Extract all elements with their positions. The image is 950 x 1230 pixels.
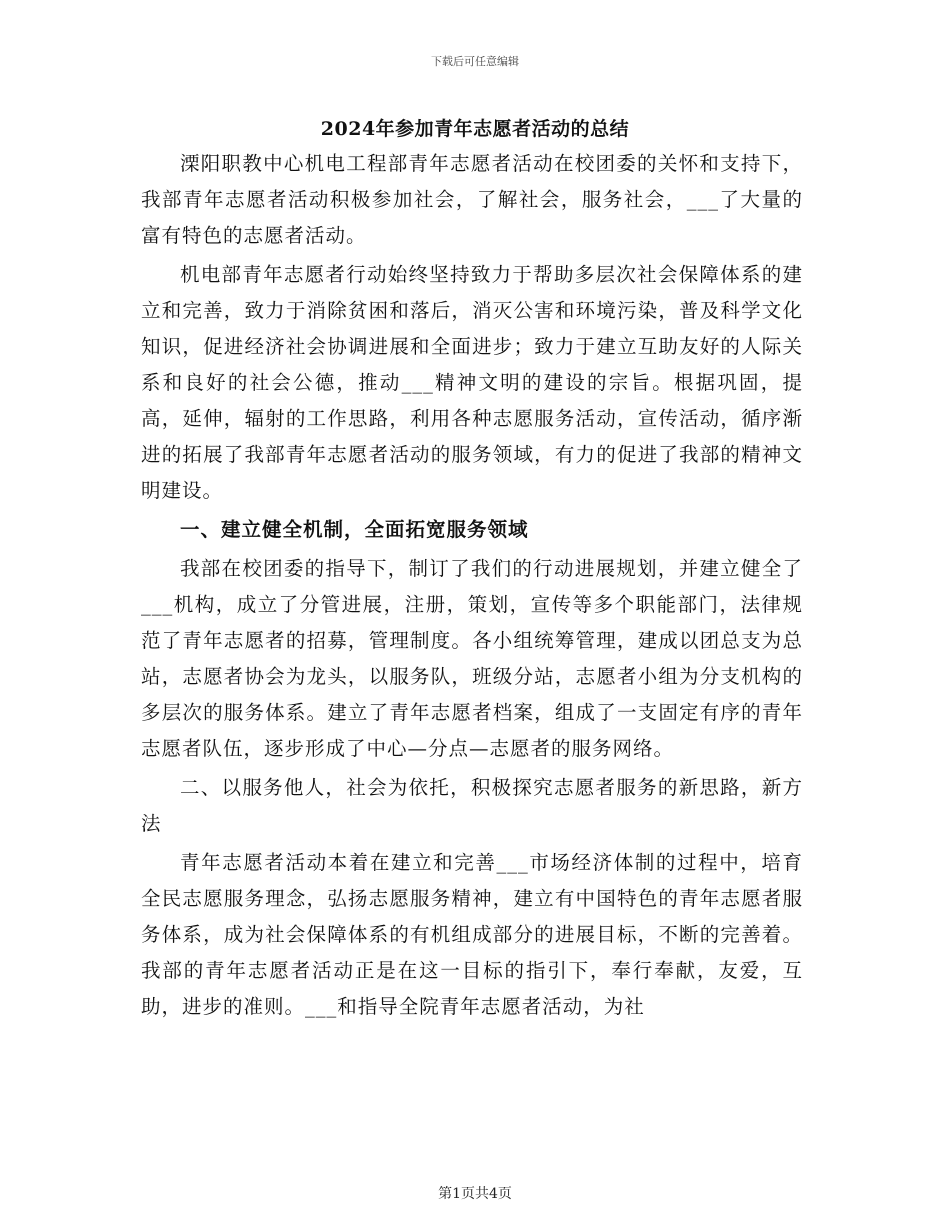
paragraph-intro: 溧阳职教中心机电工程部青年志愿者活动在校团委的关怀和支持下，我部青年志愿者活动积极参加社会，了解社会，服务社会，___了大量的富有特色的志愿者活动。 — [141, 152, 803, 247]
paragraph-goals: 青年志愿者活动本着在建立和完善___市场经济体制的过程中，培育全民志愿服务理念，弘扬志愿服务精神，建立有中国特色的青年志愿者服务体系，成为社会保障体系的有机组成部分的进展目标，不断的完善着。我部的青年志愿者活动正是在这一目标的指引下，奉行奉献，友爱，互助，进步的准则。___和指导全院青年志愿者活动，为社 — [141, 851, 803, 1018]
paragraph-mechanism: 我部在校团委的指导下，制订了我们的行动进展规划，并建立健全了___机构，成立了分管进展，注册，策划，宣传等多个职能部门，法律规范了青年志愿者的招募，管理制度。各小组统筹管理，建成以团总支为总站，志愿者协会为龙头，以服务队，班级分站，志愿者小组为分支机构的多层次的服务体系。建立了青年志愿者档案，组成了一支固定有序的青年志愿者队伍，逐步形成了中心—分点—志愿者的服务网络。 — [141, 557, 803, 760]
page-footer: 第1页共4页 — [438, 1186, 512, 1202]
section-heading-1: 一、建立健全机制，全面拓宽服务领域 — [180, 518, 529, 541]
document-title: 2024年参加青年志愿者活动的总结 — [320, 118, 630, 140]
document-body — [141, 146, 803, 1025]
section-heading-2: 二、以服务他人，社会为依托，积极探究志愿者服务的新思路，新方法 — [141, 776, 803, 835]
page-header: 下载后可任意编辑 — [431, 55, 519, 68]
paragraph-mission: 机电部青年志愿者行动始终坚持致力于帮助多层次社会保障体系的建立和完善，致力于消除贫困和落后，消灭公害和环境污染，普及科学文化知识，促进经济社会协调进展和全面进步；致力于建立互助友好的人际关系和良好的社会公德，推动___精神文明的建设的宗旨。根据巩固，提高，延伸，辐射的工作思路，利用各种志愿服务活动，宣传活动，循序渐进的拓展了我部青年志愿者活动的服务领域，有力的促进了我部的精神文明建设。 — [141, 263, 803, 502]
